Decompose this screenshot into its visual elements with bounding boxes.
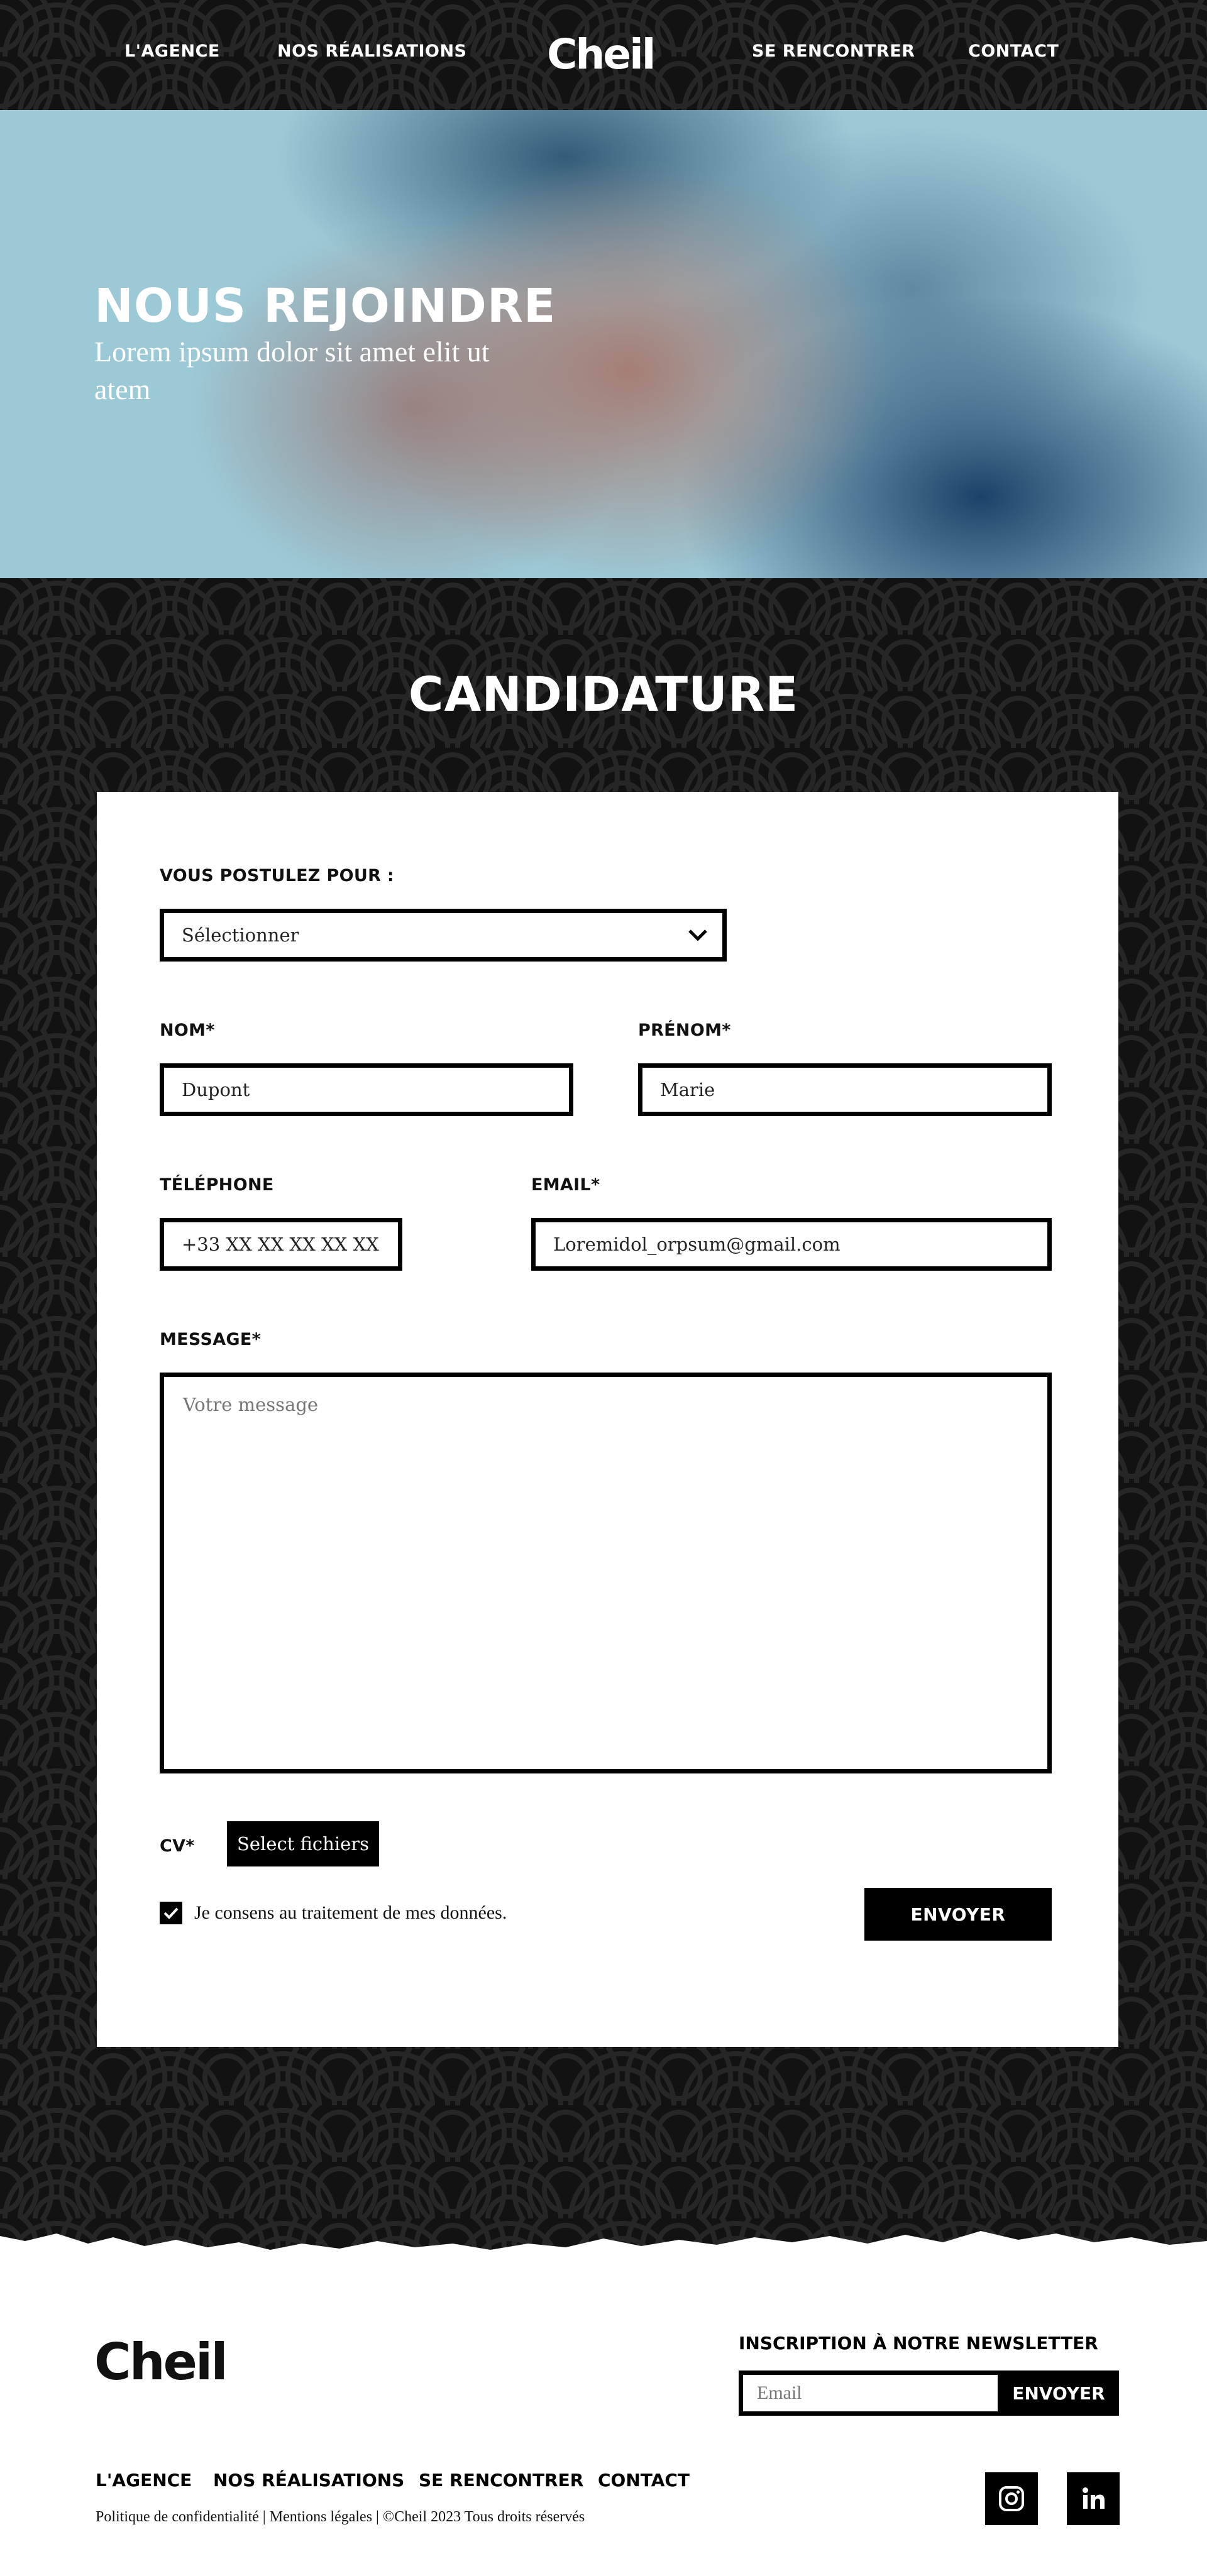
nav-link-rencontrer[interactable]: SE RENCONTRER: [752, 41, 915, 61]
select-files-button[interactable]: Select fichiers: [227, 1821, 379, 1866]
email-input[interactable]: [531, 1218, 1052, 1271]
position-select[interactable]: [160, 909, 727, 962]
instagram-icon[interactable]: [985, 2472, 1038, 2525]
main-nav: [0, 28, 1207, 78]
submit-button[interactable]: ENVOYER: [864, 1888, 1052, 1941]
position-select-value: Sélectionner: [182, 924, 299, 946]
position-label: VOUS POSTULEZ POUR :: [160, 866, 394, 885]
message-textarea[interactable]: [160, 1373, 1052, 1773]
newsletter-submit-button[interactable]: ENVOYER: [999, 2370, 1118, 2416]
newsletter-email-input[interactable]: [743, 2375, 998, 2411]
consent-label[interactable]: Je consens au traitement de mes données.: [194, 1902, 507, 1923]
chevron-down-icon: [687, 926, 708, 945]
prenom-input[interactable]: [638, 1063, 1052, 1116]
telephone-input[interactable]: [160, 1218, 402, 1271]
linkedin-icon[interactable]: [1067, 2472, 1120, 2525]
nav-link-realisations[interactable]: NOS RÉALISATIONS: [277, 41, 467, 61]
site-footer: [0, 2262, 1207, 2576]
email-label: EMAIL*: [531, 1175, 600, 1195]
footer-logo[interactable]: Cheil: [94, 2333, 226, 2391]
application-form: [97, 792, 1118, 2047]
site-header: [0, 0, 1207, 110]
cv-label: CV*: [160, 1836, 195, 1856]
form-title: CANDIDATURE: [408, 666, 799, 722]
footer-link-contact[interactable]: CONTACT: [598, 2470, 690, 2491]
header-logo[interactable]: Cheil: [547, 30, 654, 79]
nav-link-contact[interactable]: CONTACT: [968, 41, 1059, 61]
footer-link-realisations[interactable]: NOS RÉALISATIONS: [213, 2470, 405, 2491]
hero-banner: [0, 82, 1207, 578]
telephone-label: TÉLÉPHONE: [160, 1175, 274, 1195]
checkmark-icon: [163, 1906, 179, 1920]
newsletter-title: INSCRIPTION À NOTRE NEWSLETTER: [739, 2333, 1098, 2354]
footer-legal[interactable]: Politique de confidentialité | Mentions légales | ©Cheil 2023 Tous droits réservés: [96, 2509, 585, 2525]
footer-link-rencontrer[interactable]: SE RENCONTRER: [419, 2470, 584, 2491]
hero-title: NOUS REJOINDRE: [94, 279, 556, 333]
message-label: MESSAGE*: [160, 1330, 262, 1349]
nav-link-agence[interactable]: L'AGENCE: [124, 41, 220, 61]
prenom-label: PRÉNOM*: [638, 1021, 731, 1040]
newsletter-form: [739, 2370, 1119, 2416]
application-section: [0, 578, 1207, 2275]
footer-torn-edge: [0, 2225, 1207, 2264]
consent-checkbox[interactable]: [160, 1902, 182, 1924]
footer-link-agence[interactable]: L'AGENCE: [96, 2470, 192, 2491]
nom-label: NOM*: [160, 1021, 215, 1040]
hero-subtitle: Lorem ipsum dolor sit amet elit ut atem: [94, 336, 490, 405]
nom-input[interactable]: [160, 1063, 573, 1116]
